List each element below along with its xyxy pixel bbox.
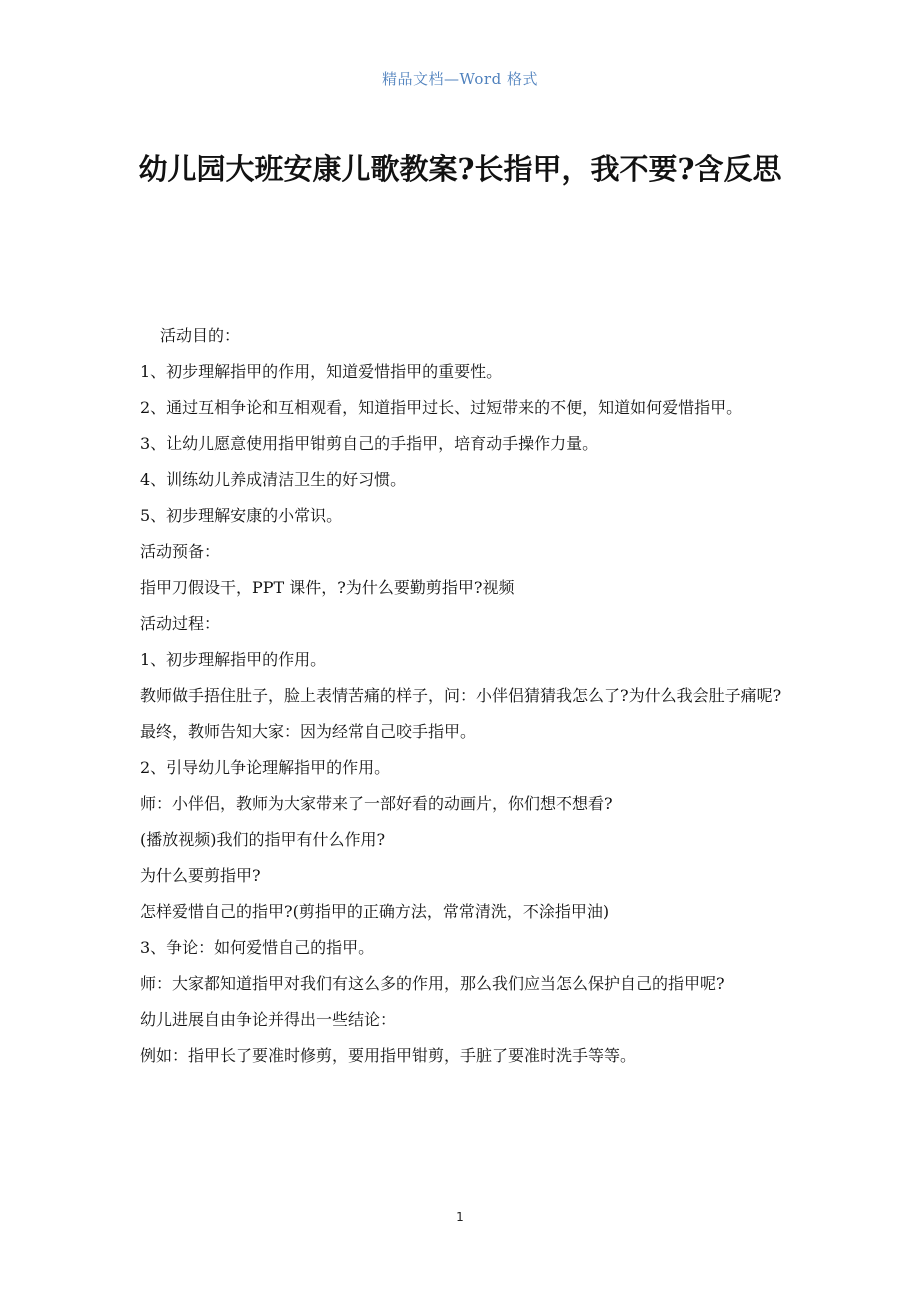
paragraph: 例如：指甲长了要准时修剪，要用指甲钳剪，手脏了要准时洗手等等。 (140, 1046, 637, 1065)
paragraph: 师：小伴侣，教师为大家带来了一部好看的动画片，你们想不想看? (140, 794, 613, 813)
paragraph: 3、争论：如何爱惜自己的指甲。 (140, 938, 375, 957)
paragraph: 4、训练幼儿养成清洁卫生的好习惯。 (140, 470, 407, 489)
paragraph: 1、初步理解指甲的作用。 (140, 650, 327, 669)
document-title: 幼儿园大班安康儿歌教案?长指甲，我不要?含反思 (138, 152, 782, 186)
paragraph: (播放视频)我们的指甲有什么作用? (140, 830, 386, 849)
paragraph: 2、通过互相争论和互相观看，知道指甲过长、过短带来的不便，知道如何爱惜指甲。 (140, 398, 743, 417)
paragraph: 最终，教师告知大家：因为经常自己咬手指甲。 (140, 722, 477, 741)
paragraph: 怎样爱惜自己的指甲?(剪指甲的正确方法，常常清洗，不涂指甲油) (140, 902, 610, 921)
paragraph-activity-prep-heading: 活动预备： (140, 542, 221, 561)
paragraph-activity-process-heading: 活动过程： (140, 614, 221, 633)
paragraph-activity-goals-heading: 活动目的： (160, 326, 241, 345)
paragraph: 指甲刀假设干，PPT 课件，?为什么要勤剪指甲?视频 (140, 578, 515, 597)
paragraph: 2、引导幼儿争论理解指甲的作用。 (140, 758, 391, 777)
paragraph: 5、初步理解安康的小常识。 (140, 506, 343, 525)
paragraph: 为什么要剪指甲? (140, 866, 261, 885)
paragraph: 幼儿进展自由争论并得出一些结论： (140, 1010, 397, 1029)
paragraph: 师：大家都知道指甲对我们有这么多的作用，那么我们应当怎么保护自己的指甲呢? (140, 974, 725, 993)
document-header: 精品文档—Word 格式 (382, 70, 538, 88)
paragraph: 3、让幼儿愿意使用指甲钳剪自己的手指甲，培育动手操作力量。 (140, 434, 599, 453)
paragraph: 教师做手捂住肚子，脸上表情苦痛的样子，问：小伴侣猜猜我怎么了?为什么我会肚子痛呢? (140, 686, 782, 705)
page-number: 1 (456, 1210, 464, 1224)
paragraph: 1、初步理解指甲的作用，知道爱惜指甲的重要性。 (140, 362, 503, 381)
document-body (140, 318, 782, 1074)
